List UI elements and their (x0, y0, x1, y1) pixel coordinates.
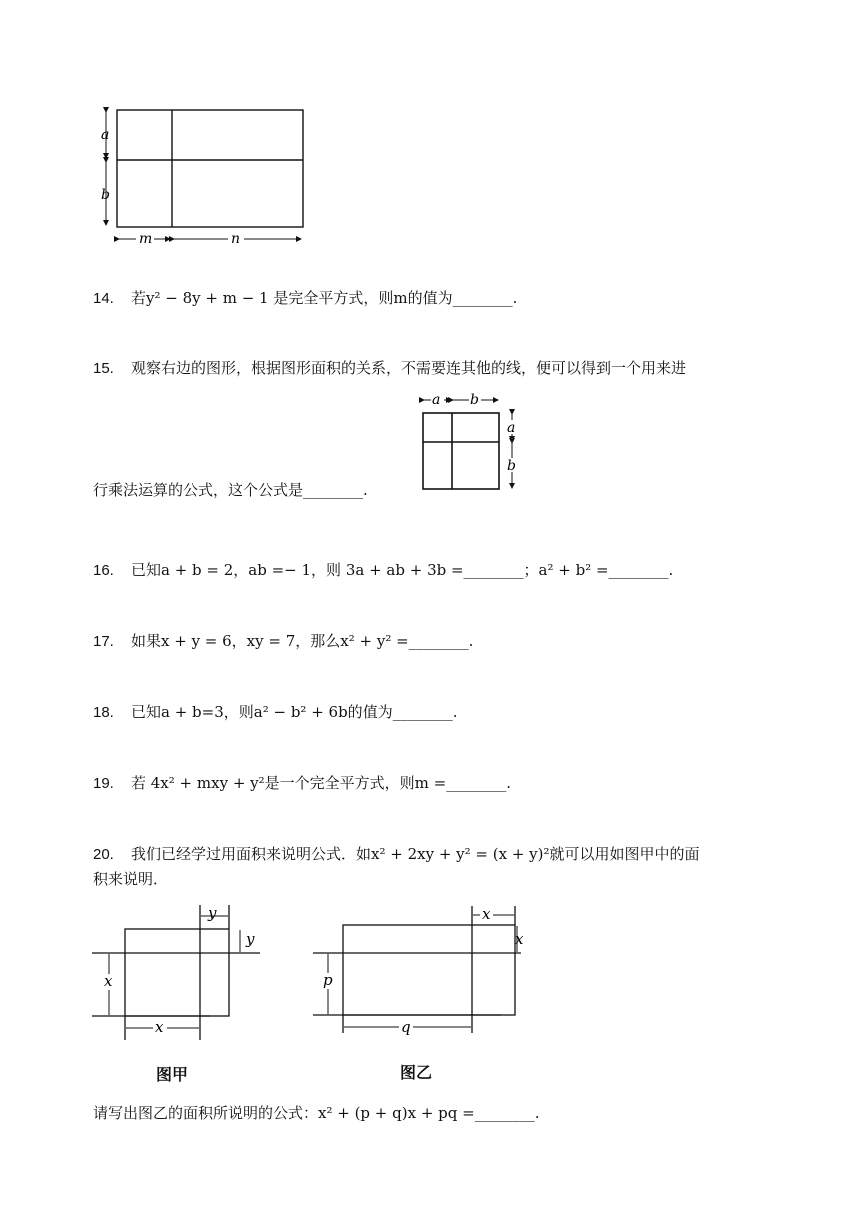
fig-jia-label-y-top: y (208, 904, 217, 922)
fig-yi-label-q: q (401, 1018, 411, 1036)
question-number: 18. (93, 704, 114, 721)
question-text: 观察右边的图形，根据图形面积的关系，不需要连其他的线，便可以得到一个用来进 (131, 359, 687, 377)
question-text: 我们已经学过用面积来说明公式．如x² + 2xy + y² = (x + y)²就可以用如图甲中的面 (131, 845, 700, 863)
question-text: 若y² − 8y + m − 1 是完全平方式，则m的值为________. (131, 289, 518, 307)
question-number: 19. (93, 775, 114, 792)
question-20-answer-line (93, 1102, 539, 1124)
figure-13 (92, 103, 314, 255)
fig13-label-n: n (231, 231, 241, 247)
fig15-label-b-side: b (507, 458, 516, 474)
question-number: 14. (93, 290, 114, 307)
fig15-label-b-top: b (470, 392, 479, 408)
fig13-label-m: m (139, 231, 153, 247)
question-text: 如果x + y = 6，xy = 7，那么x² + y² =________. (131, 632, 474, 650)
question-number: 16. (93, 562, 114, 579)
question-16 (93, 559, 673, 582)
question-14 (93, 287, 517, 310)
question-number: 17. (93, 633, 114, 650)
question-text: 已知a + b = 2，ab =− 1，则 3a + ab + 3b =________；a² + b² =________. (131, 561, 674, 579)
question-20-line1 (93, 843, 700, 866)
question-15-line1 (93, 357, 686, 380)
question-18 (93, 701, 457, 724)
question-number: 15. (93, 360, 114, 377)
question-17 (93, 630, 473, 653)
fig-yi-label-p: p (323, 971, 333, 989)
question-20-line2 (93, 868, 168, 890)
fig15-label-a-top: a (432, 392, 441, 408)
question-text: 已知a + b=3，则a² − b² + 6b的值为________. (131, 703, 458, 721)
fig-yi-label-x-side: x (515, 930, 524, 948)
figure-jia-caption: 图甲 (156, 1065, 189, 1084)
figure-yi-caption: 图乙 (400, 1063, 433, 1082)
fig13-label-b: b (101, 187, 110, 203)
question-text: 若 4x² + mxy + y²是一个完全平方式，则m =________. (131, 774, 511, 792)
question-15-line2 (93, 479, 368, 501)
figure-jia (92, 900, 264, 1048)
fig-yi-label-x-top: x (482, 905, 491, 923)
question-19 (93, 772, 511, 795)
figure-15 (418, 388, 524, 494)
question-text: 行乘法运算的公式，这个公式是________. (93, 481, 368, 499)
question-text: 请写出图乙的面积所说明的公式：x² + (p + q)x + pq =________. (93, 1104, 540, 1122)
fig-jia-label-x-side: x (104, 972, 113, 990)
fig13-label-a: a (101, 127, 110, 143)
fig15-label-a-side: a (507, 420, 516, 436)
fig-jia-label-x-bottom: x (155, 1018, 164, 1036)
fig-jia-label-y-side: y (246, 930, 255, 948)
question-number: 20. (93, 846, 114, 863)
question-text: 积来说明． (93, 870, 169, 888)
figure-yi (313, 903, 533, 1038)
